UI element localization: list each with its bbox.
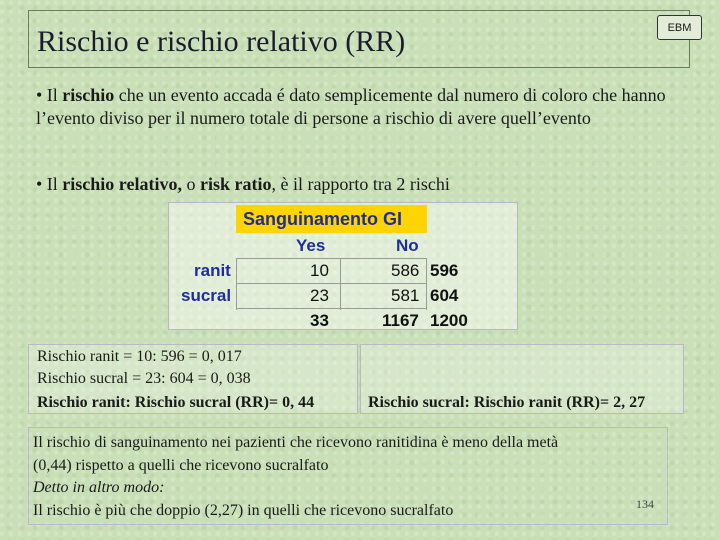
calc-risk-ranit: Rischio ranit = 10: 596 = 0, 017	[37, 348, 242, 365]
grid-line	[236, 258, 426, 259]
conclusion-line-3: Detto in altro modo:	[33, 479, 165, 496]
cell-sucral-total: 604	[430, 286, 459, 305]
bullet-risk-definition	[36, 84, 696, 130]
bullet-prefix: • Il	[36, 174, 63, 194]
row-label-ranit: ranit	[194, 261, 231, 280]
table-header: Sanguinamento GI	[236, 205, 427, 233]
col-header-no: No	[396, 236, 419, 255]
cell-ranit-yes: 10	[310, 261, 329, 280]
total-grand: 1200	[430, 311, 468, 330]
calc-rr-sucral-ranit: Rischio sucral: Rischio ranit (RR)= 2, 27	[368, 394, 646, 411]
calc-risk-sucral: Rischio sucral = 23: 604 = 0, 038	[37, 370, 251, 387]
bullet-relative-risk	[36, 173, 696, 196]
bullet-text: che un evento accada é dato semplicemente dal numero di coloro che hanno l’evento diviso per il numero totale di persone a rischio di avere quell’evento	[36, 85, 666, 128]
cell-sucral-no: 581	[391, 286, 420, 305]
cell-ranit-total: 596	[430, 261, 459, 280]
term-rischio-relativo: rischio relativo,	[62, 174, 182, 194]
conclusion-line-4: Il rischio è più che doppio (2,27) in quelli che ricevono sucralfato	[33, 502, 454, 519]
cell-sucral-yes: 23	[310, 286, 329, 305]
row-label-sucral: sucral	[181, 286, 232, 305]
ebm-badge: EBM	[657, 15, 702, 40]
total-yes: 33	[310, 311, 329, 330]
grid-line	[236, 283, 426, 284]
slide-title: Rischio e rischio relativo (RR)	[37, 25, 406, 58]
grid-line	[236, 308, 426, 309]
conclusion-line-2: (0,44) rispetto a quelli che ricevono sucralfato	[33, 457, 329, 474]
total-no: 1167	[382, 311, 419, 330]
title-frame	[28, 10, 690, 68]
col-header-yes: Yes	[296, 236, 326, 255]
bullet-prefix: • Il	[36, 85, 63, 105]
bullet-connector: o	[181, 174, 200, 194]
bullet-text: , è il rapporto tra 2 rischi	[271, 174, 450, 194]
grid-line	[340, 258, 341, 310]
term-risk-ratio: risk ratio	[199, 174, 272, 194]
cell-ranit-no: 586	[391, 261, 420, 280]
conclusion-line-1: Il rischio di sanguinamento nei pazienti che ricevono ranitidina è meno della metà	[33, 434, 559, 451]
calc-rr-ranit-sucral: Rischio ranit: Rischio sucral (RR)= 0, 44	[37, 394, 315, 411]
term-rischio: rischio	[62, 85, 115, 105]
grid-line	[426, 258, 427, 310]
page-number: 134	[636, 497, 654, 511]
grid-line	[236, 258, 237, 310]
